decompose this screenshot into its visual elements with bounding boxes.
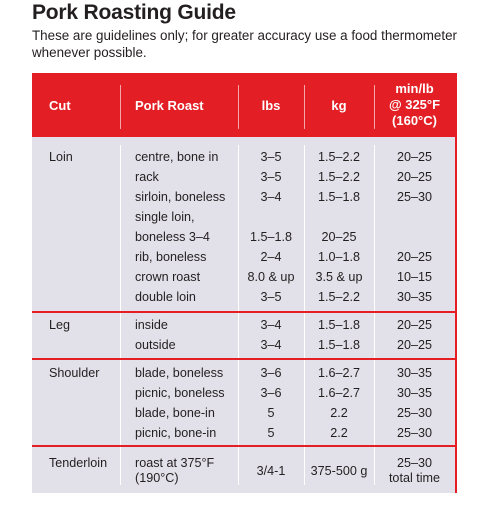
header-divider	[120, 85, 121, 129]
time-cell: 25–30	[396, 406, 433, 420]
page-title: Pork Roasting Guide	[32, 1, 236, 24]
kg-cell: 1.6–2.7	[317, 386, 361, 400]
header-time	[374, 81, 455, 129]
lbs-cell: 3–4	[260, 318, 282, 332]
lbs-cell: 3/4-1	[256, 464, 286, 478]
lbs-cell: 3–5	[260, 150, 282, 164]
header-divider	[304, 85, 305, 129]
kg-cell: 1.5–1.8	[317, 318, 361, 332]
time-cell: 30–35	[396, 366, 433, 380]
header-lbs: lbs	[261, 98, 281, 113]
header-cut: Cut	[49, 98, 71, 113]
roast-cell: inside	[135, 318, 168, 332]
lbs-cell: 5	[267, 406, 275, 420]
roast-cell: blade, boneless	[135, 366, 224, 380]
kg-cell: 2.2	[330, 426, 348, 440]
roast-cell: blade, bone-in	[135, 406, 215, 420]
lbs-cell: 3–5	[260, 170, 282, 184]
roast-cell: single loin,	[135, 210, 195, 224]
roast-cell: rack	[135, 170, 159, 184]
section-separator	[32, 358, 457, 360]
lbs-cell: 5	[267, 426, 275, 440]
time-cell: 30–35	[396, 290, 433, 304]
roast-cell: double loin	[135, 290, 196, 304]
roast-line: roast at 375°F	[135, 456, 215, 470]
kg-cell: 375-500 g	[310, 464, 368, 478]
time-cell: 10–15	[396, 270, 433, 284]
roasting-table	[32, 73, 457, 493]
roast-cell: boneless 3–4	[135, 230, 210, 244]
section-leg-name: Leg	[49, 318, 71, 332]
lbs-cell: 8.0 & up	[247, 270, 295, 284]
kg-cell: 3.5 & up	[315, 270, 363, 284]
time-line: total time	[388, 471, 441, 485]
roast-cell: centre, bone in	[135, 150, 219, 164]
lbs-cell: 3–6	[260, 366, 282, 380]
kg-cell: 2.2	[330, 406, 348, 420]
header-divider	[238, 85, 239, 129]
time-cell: 20–25	[396, 150, 433, 164]
roast-cell: crown roast	[135, 270, 201, 284]
header-time-line3: (160°C)	[392, 113, 437, 128]
section-loin-name: Loin	[49, 150, 73, 164]
roast-cell: sirloin, boneless	[135, 190, 226, 204]
time-cell: 20–25	[396, 170, 433, 184]
lbs-cell: 3–4	[260, 338, 282, 352]
roast-cell: outside	[135, 338, 176, 352]
section-separator	[32, 445, 457, 447]
kg-cell: 1.6–2.7	[317, 366, 361, 380]
time-cell: 20–25	[396, 338, 433, 352]
time-cell: 20–25	[396, 250, 433, 264]
roast-line: (190°C)	[135, 471, 179, 485]
header-time-line1: min/lb	[395, 81, 434, 96]
time-cell: 30–35	[396, 386, 433, 400]
time-cell: 25–30	[396, 190, 433, 204]
kg-cell: 1.5–2.2	[317, 170, 361, 184]
kg-cell: 1.0–1.8	[317, 250, 361, 264]
kg-cell: 20–25	[321, 230, 357, 244]
roast-cell: picnic, bone-in	[135, 426, 217, 440]
time-cell: 25–30	[396, 426, 433, 440]
header-roast: Pork Roast	[135, 98, 204, 113]
lbs-cell: 3–6	[260, 386, 282, 400]
section-separator	[32, 311, 457, 313]
header-divider	[374, 85, 375, 129]
lbs-cell: 2–4	[260, 250, 282, 264]
time-line: 25–30	[396, 456, 433, 470]
kg-cell: 1.5–1.8	[317, 338, 361, 352]
roast-cell: picnic, boneless	[135, 386, 225, 400]
page-subtitle: These are guidelines only; for greater accuracy use a food thermometer whenever possible.	[32, 28, 458, 60]
kg-cell: 1.5–1.8	[317, 190, 361, 204]
roast-cell: rib, boneless	[135, 250, 207, 264]
lbs-cell: 1.5–1.8	[249, 230, 293, 244]
header-kg: kg	[331, 98, 347, 113]
column-divider	[120, 145, 121, 485]
roast-cell	[135, 456, 214, 486]
lbs-cell: 3–5	[260, 290, 282, 304]
section-tenderloin-name: Tenderloin	[49, 456, 108, 470]
time-cell: 20–25	[396, 318, 433, 332]
section-shoulder-name: Shoulder	[49, 366, 100, 380]
kg-cell: 1.5–2.2	[317, 150, 361, 164]
time-cell	[374, 456, 455, 486]
kg-cell: 1.5–2.2	[317, 290, 361, 304]
table-header	[32, 73, 455, 137]
lbs-cell: 3–4	[260, 190, 282, 204]
header-time-line2: @ 325°F	[388, 97, 441, 112]
